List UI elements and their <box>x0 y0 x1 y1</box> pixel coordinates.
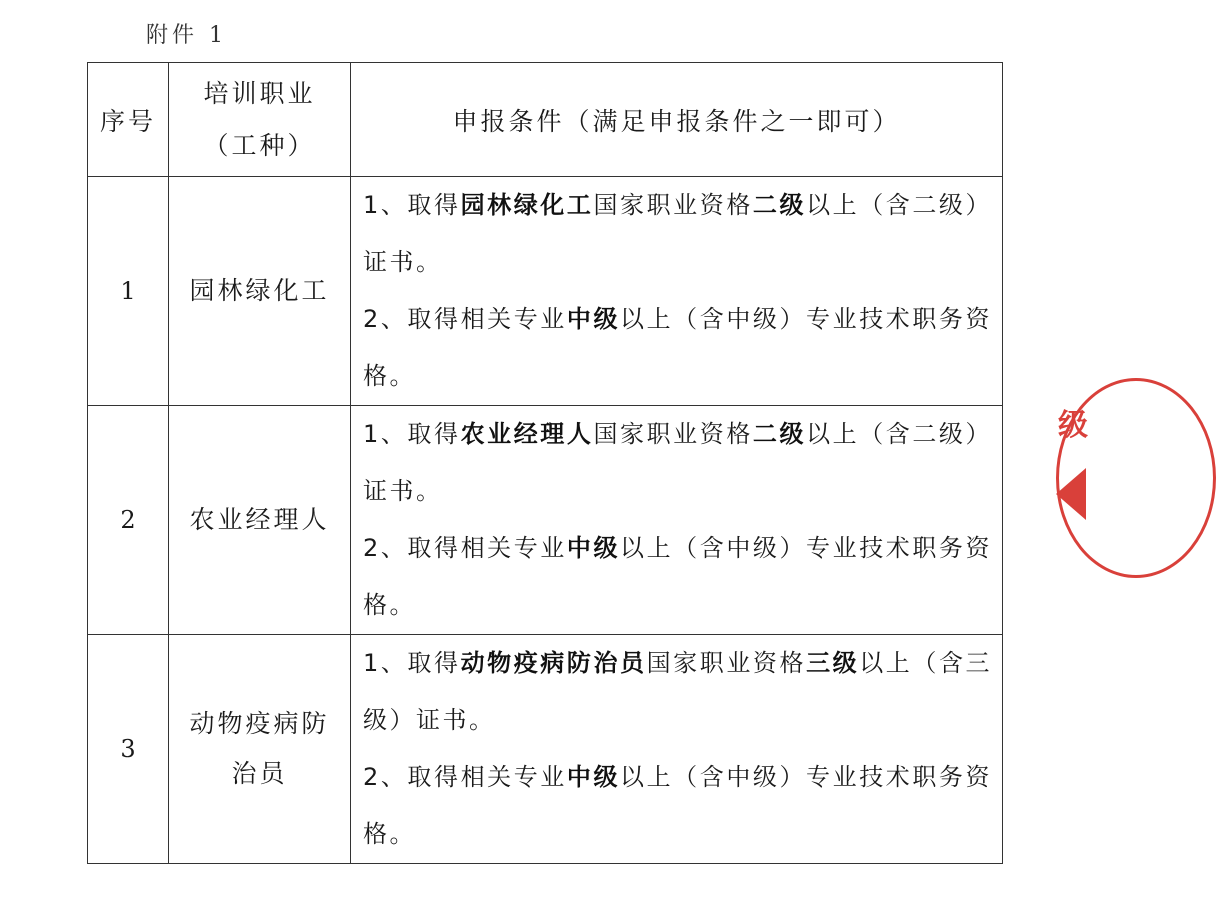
condition-level-bold: 三级 <box>806 649 860 677</box>
condition-text: 2、取得相关专业 <box>363 534 567 562</box>
header-conditions: 申报条件（满足申报条件之一即可） <box>351 63 1003 177</box>
condition-text: 国家职业资格 <box>593 420 753 448</box>
header-no: 序号 <box>88 63 169 177</box>
condition-text: 以上（含中级）专业技术职务资格。 <box>363 305 993 390</box>
row-number: 2 <box>88 406 169 635</box>
condition-text: 1、取得 <box>363 420 461 448</box>
condition-job-bold: 农业经理人 <box>460 420 594 448</box>
row-job: 农业经理人 <box>169 406 351 635</box>
condition-text: 以上（含中级）专业技术职务资格。 <box>363 763 993 848</box>
condition-text: 国家职业资格 <box>646 649 807 677</box>
condition-1 <box>363 406 992 520</box>
condition-job-bold: 动物疫病防治员 <box>460 649 647 677</box>
table-header-row <box>88 63 1003 177</box>
condition-1 <box>363 635 992 749</box>
condition-text: 2、取得相关专业 <box>363 763 567 791</box>
header-job-line2: （工种） <box>203 130 316 160</box>
attachment-label: 附件 1 <box>146 23 227 48</box>
condition-2 <box>363 291 992 405</box>
condition-level-bold: 中级 <box>566 305 621 333</box>
condition-2 <box>363 749 992 863</box>
condition-level-bold: 中级 <box>566 763 621 791</box>
row-conditions <box>351 635 1003 864</box>
row-job: 园林绿化工 <box>169 177 351 406</box>
red-seal-stamp <box>1050 378 1088 578</box>
row-number: 1 <box>88 177 169 406</box>
row-conditions <box>351 406 1003 635</box>
table-row <box>88 406 1003 635</box>
row-number: 3 <box>88 635 169 864</box>
condition-level-bold: 二级 <box>752 420 807 448</box>
condition-level-bold: 中级 <box>566 534 621 562</box>
requirements-table <box>87 62 1003 864</box>
condition-1 <box>363 177 992 291</box>
condition-text: 1、取得 <box>363 191 461 219</box>
seal-star-icon <box>1056 468 1086 520</box>
condition-text: 以上（含中级）专业技术职务资格。 <box>363 534 993 619</box>
condition-text: 1、取得 <box>363 649 461 677</box>
row-job: 动物疫病防治员 <box>169 635 351 864</box>
condition-2 <box>363 520 992 634</box>
condition-level-bold: 二级 <box>752 191 807 219</box>
table-row <box>88 177 1003 406</box>
condition-text: 以上（含三级）证书。 <box>363 649 993 734</box>
header-job-line1: 培训职业 <box>203 78 316 108</box>
row-conditions <box>351 177 1003 406</box>
condition-job-bold: 园林绿化工 <box>460 191 594 219</box>
condition-text: 以上（含二级）证书。 <box>363 191 993 276</box>
table-row <box>88 635 1003 864</box>
seal-glyph: 级 <box>1058 408 1088 443</box>
condition-text: 以上（含二级）证书。 <box>363 420 993 505</box>
header-job <box>169 63 351 177</box>
condition-text: 2、取得相关专业 <box>363 305 567 333</box>
condition-text: 国家职业资格 <box>593 191 753 219</box>
